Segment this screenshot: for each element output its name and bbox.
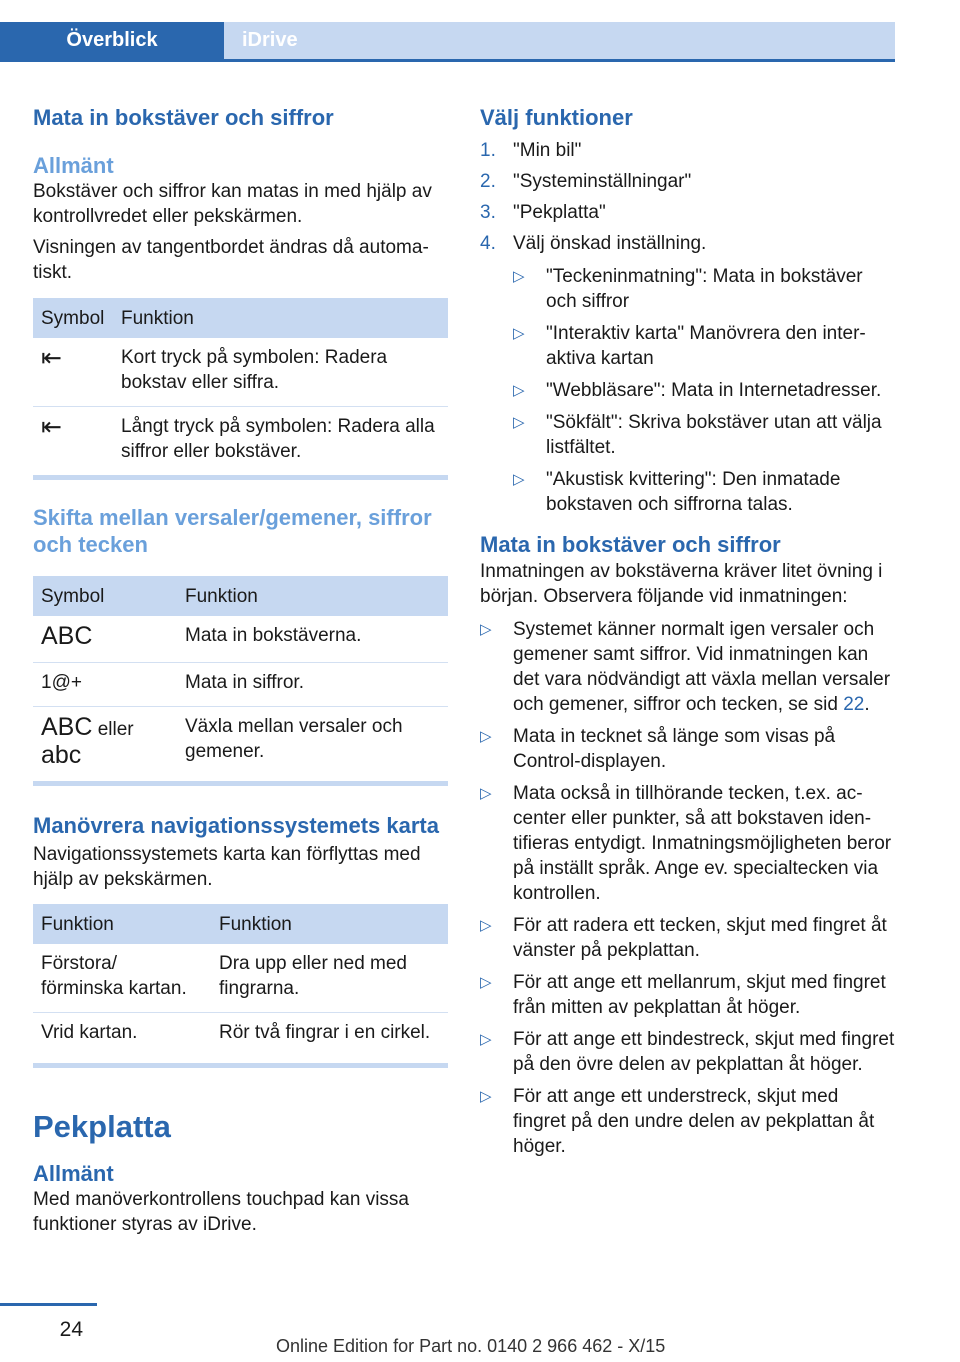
map-table bbox=[33, 904, 448, 1068]
paragraph: Bokstäver och siffror kan matas in med hjälp av kontrollvredet eller pekskärmen. bbox=[33, 181, 432, 227]
table-cell: Mata in bokstäverna. bbox=[177, 616, 448, 663]
symbol-table-delete bbox=[33, 298, 448, 480]
table-cell: Rör två fingrar i en cirkel. bbox=[211, 1013, 448, 1066]
list-item: ▷ För att ange ett understreck, skjut med fingret på den undre delen av pekplattan åt höger. bbox=[480, 1086, 875, 1157]
table-row bbox=[33, 663, 448, 707]
table-header: Funktion bbox=[211, 904, 448, 944]
page-link[interactable]: 22 bbox=[843, 694, 865, 715]
header-tabbar bbox=[0, 22, 895, 62]
abc-lower-icon: abc bbox=[41, 741, 82, 769]
right-column bbox=[480, 100, 895, 1166]
triangle-bullet-icon: ▷ bbox=[480, 785, 492, 802]
subheading-allmant-2: Allmänt bbox=[33, 1161, 114, 1186]
triangle-bullet-icon: ▷ bbox=[480, 974, 492, 991]
triangle-bullet-icon: ▷ bbox=[480, 728, 492, 745]
triangle-bullet-icon: ▷ bbox=[480, 621, 492, 638]
backspace-icon: ⇤ bbox=[41, 344, 62, 372]
list-item: ▷ För att radera ett tecken, skjut med fingret åt vänster på pekplattan. bbox=[480, 915, 887, 961]
list-item: ▷ "Sökfält": Skriva bokstäver utan att välja listfältet. bbox=[513, 412, 882, 458]
list-item: ▷ Systemet känner normalt igen versaler och gemener samt siffror. Vid inmatningen kan det vara nödvändigt att växla mellan versaler och gemener, siffror och tecken, se sid 22. bbox=[480, 619, 891, 715]
triangle-bullet-icon: ▷ bbox=[513, 382, 525, 399]
table-row bbox=[33, 944, 448, 1013]
tab-overblick[interactable]: Överblick bbox=[0, 22, 224, 59]
table-row bbox=[33, 1013, 448, 1066]
table-row bbox=[33, 707, 448, 784]
paragraph: Navigationssystemets karta kan förflyttas med hjälp av pekskärmen. bbox=[33, 844, 421, 890]
table-cell: Växla mellan versaler och gemener. bbox=[177, 707, 448, 784]
triangle-bullet-icon: ▷ bbox=[480, 1088, 492, 1105]
subheading-shift: Skifta mellan versaler/gemener, siffror och tecken bbox=[33, 505, 432, 557]
steps-list bbox=[480, 138, 895, 256]
table-cell: Vrid kartan. bbox=[33, 1013, 211, 1066]
table-header: Funktion bbox=[177, 576, 448, 616]
list-item: ▷ "Akustisk kvittering": Den inmatade bokstaven och siffrorna talas. bbox=[513, 469, 841, 515]
list-item: ▷ "Webbläsare": Mata in Internetadresser. bbox=[513, 380, 882, 401]
footer-edition: Online Edition for Part no. 0140 2 966 462 - X/15 bbox=[276, 1336, 666, 1356]
left-column bbox=[33, 100, 448, 1237]
table-header: Symbol bbox=[33, 576, 177, 616]
table-header: Symbol bbox=[33, 298, 113, 338]
table-cell: Mata in siffror. bbox=[177, 663, 448, 707]
page-number-rule bbox=[0, 1303, 97, 1306]
tab-idrive[interactable]: iDrive bbox=[242, 29, 298, 51]
setting-options-list bbox=[513, 264, 895, 517]
subheading-allmant: Allmänt bbox=[33, 153, 114, 178]
list-item: ▷ "Teckeninmatning": Mata in bokstäver och siffror bbox=[513, 266, 863, 312]
section-title-input-2: Mata in bokstäver och siffror bbox=[480, 532, 781, 557]
table-cell: Kort tryck på symbolen: Radera bokstav eller siffra. bbox=[113, 338, 448, 407]
triangle-bullet-icon: ▷ bbox=[513, 414, 525, 431]
list-item: 3. "Pekplatta" bbox=[480, 202, 606, 223]
numbers-symbols-icon: 1@+ bbox=[41, 672, 82, 693]
table-cell: Långt tryck på symbolen: Radera alla siffror eller bokstäver. bbox=[113, 407, 448, 478]
section-title-functions: Välj funktioner bbox=[480, 105, 633, 130]
triangle-bullet-icon: ▷ bbox=[480, 917, 492, 934]
section-title-pekplatta: Pekplatta bbox=[33, 1109, 171, 1144]
subheading-map: Manövrera navigationssystemets karta bbox=[33, 813, 439, 838]
list-item: ▷ "Interaktiv karta" Manövrera den interaktiva kartan bbox=[513, 323, 866, 369]
table-row bbox=[33, 616, 448, 663]
list-item: 4. Välj önskad inställning. bbox=[480, 233, 707, 254]
table-row bbox=[33, 338, 448, 407]
table-header: Funktion bbox=[33, 904, 211, 944]
paragraph: Visningen av tangentbordet ändras då automatiskt. bbox=[33, 237, 429, 283]
table-row bbox=[33, 407, 448, 478]
list-item: ▷ För att ange ett mellanrum, skjut med fingret från mitten av pekplattan åt höger. bbox=[480, 972, 886, 1018]
list-item: ▷ Mata in tecknet så länge som visas på Control-displayen. bbox=[480, 726, 836, 772]
triangle-bullet-icon: ▷ bbox=[480, 1031, 492, 1048]
page-number: 24 bbox=[59, 1318, 83, 1341]
triangle-bullet-icon: ▷ bbox=[513, 325, 525, 342]
symbol-separator: eller bbox=[97, 719, 134, 740]
list-item: ▷ Mata också in tillhörande tecken, t.ex. accenter eller punkter, så att bokstaven identifieras entydigt. Inmatningsmöjligheten beror på inställt språk. Ange ev. specialtecken via kontrollen. bbox=[480, 783, 892, 904]
table-header: Funktion bbox=[113, 298, 448, 338]
list-item: ▷ För att ange ett bindestreck, skjut med fingret på den övre delen av pekplattan åt höger. bbox=[480, 1029, 895, 1075]
paragraph: Inmatningen av bokstäverna kräver litet övning i början. Observera följande vid inmatningen: bbox=[480, 561, 883, 607]
abc-upper-icon: ABC bbox=[41, 713, 93, 741]
input-tips-list bbox=[480, 617, 895, 1159]
section-title-input: Mata in bokstäver och siffror bbox=[33, 105, 334, 130]
triangle-bullet-icon: ▷ bbox=[513, 471, 525, 488]
list-item: 2. "Systeminställningar" bbox=[480, 171, 692, 192]
table-cell: Dra upp eller ned med fingrarna. bbox=[211, 944, 448, 1013]
paragraph: Med manöverkontrollens touchpad kan vissa funktioner styras av iDrive. bbox=[33, 1189, 409, 1235]
list-item: 1. "Min bil" bbox=[480, 140, 582, 161]
abc-upper-icon: ABC bbox=[41, 622, 93, 650]
backspace-icon: ⇤ bbox=[41, 413, 62, 441]
triangle-bullet-icon: ▷ bbox=[513, 268, 525, 285]
symbol-table-shift bbox=[33, 576, 448, 786]
table-cell: Förstora/ förminska kartan. bbox=[33, 944, 211, 1013]
